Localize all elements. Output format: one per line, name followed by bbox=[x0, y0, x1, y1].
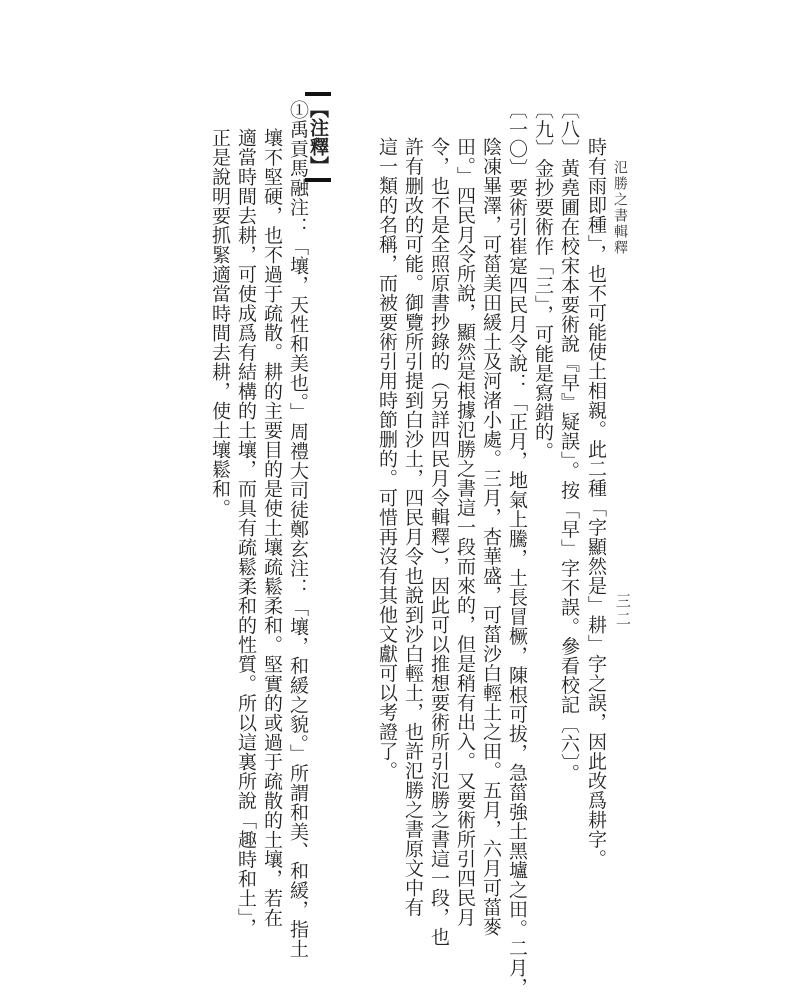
commentary-line: 〔九〕金抄要術作「三」，可能是寫錯的。 bbox=[532, 100, 554, 461]
notes-heading: 【注釋】 bbox=[305, 92, 331, 182]
commentary-line: 〔八〕黃堯圃在校宋本要術說『早』疑誤」。按「早」字不誤。參看校記〔六〕。 bbox=[558, 100, 580, 783]
commentary-line: 〔一〇〕要術引崔寔四民月令說：「正月，地氣上騰，土長冒橛，陳根可拔，急菑強土黑壚之田。二月， bbox=[506, 100, 528, 997]
annotation-line: ①禹貢馬融注：「壤，天性和美也。」周禮大司徒鄭玄注：「壤，和緩之貌。」所謂和美、和緩，指土 bbox=[287, 100, 309, 959]
commentary-line: 令，也不是全照原書抄錄的（另詳四民月令輯釋），因此可以推想要術所引氾勝之書這一段，也 bbox=[428, 137, 450, 947]
annotation-line: 正是說明要抓緊適當時間去耕，使土壤鬆和。 bbox=[209, 128, 231, 518]
commentary-line: 田。」四民月令所說，顯然是根據氾勝之書這一段而來的，但是稍有出入。又要術所引四民月 bbox=[454, 137, 476, 927]
annotation-line: 適當時間去耕，可使成爲有結構的土壤，而具有疏鬆柔和的性質。所以這裏所說「趣時和土」， bbox=[235, 128, 257, 938]
running-title: 氾勝之書輯釋 bbox=[612, 160, 628, 256]
annotation-line: 壤不堅硬，也不過于疏散。耕的主要目的是使土壤疏鬆柔和。堅實的或過于疏散的土壤，若在 bbox=[261, 128, 283, 928]
commentary-line: 這一類的名稱，而被要術引用時節删的。可惜再沒有其他文獻可以考證了。 bbox=[376, 137, 398, 781]
page-number: 三二 bbox=[614, 593, 632, 629]
commentary-line: 陰凍畢澤，可菑美田緩土及河渚小處。三月，杏華盛，可菑沙白輕土之田。五月，六月可菑麥 bbox=[480, 137, 502, 937]
commentary-line: 許有删改的可能。御覽所引提到白沙土，四民月令也說到沙白輕土，也許氾勝之書原文中有 bbox=[402, 137, 424, 917]
commentary-line: 時有雨即種」，也不可能使土相親。此二種「字顯然是」耕」字之誤，因此改爲耕字。 bbox=[585, 137, 607, 869]
